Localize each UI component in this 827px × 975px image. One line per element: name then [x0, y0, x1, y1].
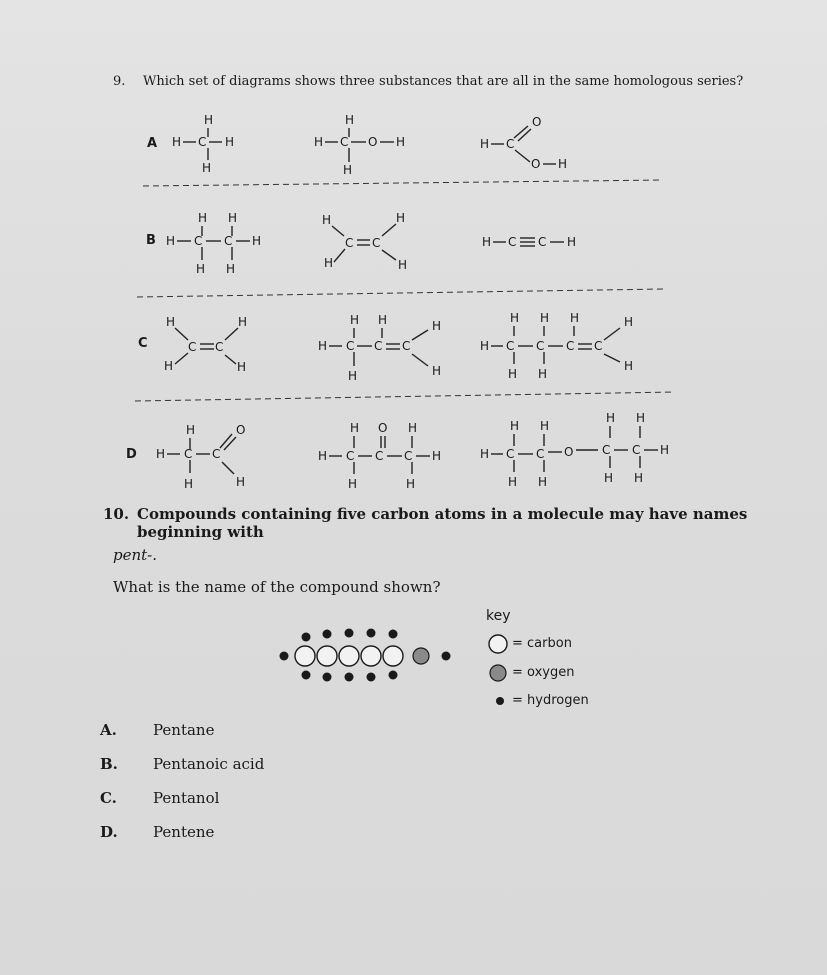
- carbon-symbol: C: [538, 235, 547, 249]
- hydrogen-symbol: H: [252, 234, 262, 248]
- carbon-symbol: C: [194, 234, 203, 248]
- carbon-symbol: C: [594, 339, 603, 353]
- carbon-symbol: C: [372, 236, 381, 250]
- separator-a-b: [143, 180, 663, 186]
- carbon-symbol: C: [506, 339, 515, 353]
- hydrogen-symbol: H: [198, 211, 208, 225]
- hydrogen-symbol: H: [322, 213, 332, 227]
- carbon-symbol: C: [506, 447, 515, 461]
- ethyne-structure: [482, 235, 576, 249]
- hydrogen-symbol: H: [318, 339, 328, 353]
- carbon-symbol: C: [602, 443, 611, 457]
- option-c-text[interactable]: Pentanol: [153, 789, 220, 807]
- hydrogen-symbol: H: [482, 235, 492, 249]
- ethene-structure-b: [322, 211, 407, 272]
- hydrogen-symbol: H: [345, 113, 355, 127]
- hydrogen-symbol: H: [226, 262, 236, 276]
- hydrogen-symbol: H: [634, 471, 644, 485]
- pent-prefix: pent-.: [113, 546, 158, 564]
- carbon-symbol: C: [184, 447, 193, 461]
- carbon-symbol: C: [508, 235, 517, 249]
- hydrogen-symbol: H: [196, 262, 206, 276]
- carbon-symbol: C: [215, 340, 224, 354]
- hydrogen-symbol: H: [350, 421, 360, 435]
- row-label-c: C: [138, 336, 148, 351]
- ethane-structure: [166, 211, 261, 276]
- question-9-text: Which set of diagrams shows three substances that are all in the same homologous series?: [143, 74, 744, 89]
- oxygen-symbol: O: [378, 421, 388, 435]
- hydrogen-atom: [323, 630, 332, 639]
- option-d-letter: D.: [100, 823, 118, 841]
- methane-structure: [172, 113, 234, 175]
- row-label-d: D: [126, 447, 137, 462]
- hydrogen-symbol: H: [398, 258, 408, 272]
- hydrogen-symbol: H: [660, 443, 670, 457]
- separator-b-c: [137, 289, 665, 297]
- hydrogen-symbol: H: [396, 135, 406, 149]
- oxygen-atom: [413, 648, 429, 664]
- hydrogen-symbol: H: [236, 475, 246, 489]
- hydrogen-symbol: H: [567, 235, 577, 249]
- carbon-atom: [383, 646, 403, 666]
- hydrogen-symbol: H: [408, 421, 418, 435]
- question-9-number: 9.: [113, 74, 126, 89]
- hydrogen-symbol: H: [184, 477, 194, 491]
- hydrogen-symbol: H: [538, 367, 548, 381]
- oxygen-symbol: O: [532, 115, 542, 129]
- hydrogen-symbol: H: [540, 419, 550, 433]
- hydrogen-symbol: H: [432, 319, 442, 333]
- oxygen-symbol: O: [368, 135, 378, 149]
- hydrogen-symbol: H: [228, 211, 238, 225]
- hydrogen-symbol: H: [540, 311, 550, 325]
- hydrogen-symbol: H: [480, 137, 490, 151]
- separator-c-d: [135, 392, 675, 401]
- hydrogen-symbol: H: [624, 359, 634, 373]
- propanone-structure: [318, 421, 441, 491]
- hydrogen-symbol: H: [378, 313, 388, 327]
- hydrogen-symbol: H: [172, 135, 182, 149]
- hydrogen-symbol: H: [156, 447, 166, 461]
- option-c-letter: C.: [100, 789, 117, 807]
- ethene-structure-c: [164, 315, 247, 374]
- option-a-text[interactable]: Pentane: [153, 721, 215, 739]
- hydrogen-symbol: H: [432, 449, 442, 463]
- carbon-symbol: C: [536, 339, 545, 353]
- question-10-text: Compounds containing five carbon atoms in a molecule may have names beginning with: [137, 505, 748, 541]
- carbon-atom: [295, 646, 315, 666]
- hydrogen-symbol: H: [508, 367, 518, 381]
- carbon-symbol: C: [198, 135, 207, 149]
- hydrogen-atom: [302, 671, 311, 680]
- propene-structure: [318, 313, 441, 383]
- hydrogen-symbol: H: [636, 411, 646, 425]
- hydrogen-symbol: H: [225, 135, 235, 149]
- ethanal-structure: [156, 423, 245, 491]
- carbon-atom: [361, 646, 381, 666]
- carbon-symbol: C: [346, 339, 355, 353]
- hydrogen-symbol: H: [508, 475, 518, 489]
- hydrogen-symbol: H: [606, 411, 616, 425]
- row-label-a: A: [147, 136, 158, 151]
- hydrogen-atom: [367, 629, 376, 638]
- hydrogen-symbol: H: [164, 359, 174, 373]
- option-a-letter: A.: [100, 721, 117, 739]
- methanol-structure: [314, 113, 405, 177]
- hydrogen-symbol: H: [510, 311, 520, 325]
- hydrogen-symbol: H: [624, 315, 634, 329]
- hydrogen-symbol: H: [480, 447, 490, 461]
- carbon-symbol: C: [224, 234, 233, 248]
- hydrogen-symbol: H: [348, 369, 358, 383]
- hydrogen-symbol: H: [538, 475, 548, 489]
- methanoic-acid-structure: [480, 115, 567, 171]
- key-carbon-label: = carbon: [512, 636, 572, 651]
- hydrogen-atom: [323, 673, 332, 682]
- ethoxyethane-structure: [480, 411, 669, 489]
- carbon-symbol: C: [402, 339, 411, 353]
- oxygen-key-symbol: [490, 665, 506, 681]
- hydrogen-symbol: H: [350, 313, 360, 327]
- carbon-symbol: C: [346, 449, 355, 463]
- hydrogen-symbol: H: [558, 157, 568, 171]
- hydrogen-symbol: H: [237, 360, 247, 374]
- hydrogen-symbol: H: [318, 449, 328, 463]
- butene-structure: [480, 311, 633, 381]
- carbon-symbol: C: [374, 339, 383, 353]
- question-10-prompt: What is the name of the compound shown?: [113, 578, 441, 596]
- carbon-symbol: C: [506, 137, 515, 151]
- hydrogen-key-symbol: [496, 697, 504, 705]
- carbon-symbol: C: [212, 447, 221, 461]
- option-b-text[interactable]: Pentanoic acid: [153, 755, 265, 773]
- carbon-symbol: C: [632, 443, 641, 457]
- key-title: key: [486, 608, 511, 624]
- hydrogen-atom: [345, 673, 354, 682]
- carbon-symbol: C: [340, 135, 349, 149]
- hydrogen-symbol: H: [343, 163, 353, 177]
- hydrogen-symbol: H: [238, 315, 248, 329]
- hydrogen-symbol: H: [396, 211, 406, 225]
- oxygen-symbol: O: [531, 157, 541, 171]
- option-b-letter: B.: [100, 755, 118, 773]
- carbon-key-symbol: [489, 635, 507, 653]
- hydrogen-symbol: H: [510, 419, 520, 433]
- hydrogen-atom: [345, 629, 354, 638]
- row-label-b: B: [146, 233, 156, 248]
- hydrogen-symbol: H: [166, 234, 176, 248]
- hydrogen-atom: [302, 633, 311, 642]
- carbon-symbol: C: [345, 236, 354, 250]
- hydrogen-symbol: H: [202, 161, 212, 175]
- carbon-symbol: C: [375, 449, 384, 463]
- carbon-atom: [339, 646, 359, 666]
- hydrogen-atom: [389, 671, 398, 680]
- oxygen-symbol: O: [564, 445, 574, 459]
- hydrogen-symbol: H: [324, 256, 334, 270]
- hydrogen-symbol: H: [186, 423, 196, 437]
- oxygen-symbol: O: [236, 423, 246, 437]
- option-d-text[interactable]: Pentene: [153, 823, 215, 841]
- carbon-atom: [317, 646, 337, 666]
- carbon-symbol: C: [188, 340, 197, 354]
- hydrogen-atom: [280, 652, 289, 661]
- question-10-number: 10.: [103, 505, 130, 523]
- key-oxygen-label: = oxygen: [512, 665, 575, 680]
- key-hydrogen-label: = hydrogen: [512, 693, 589, 708]
- hydrogen-atom: [442, 652, 451, 661]
- hydrogen-atom: [367, 673, 376, 682]
- hydrogen-symbol: H: [348, 477, 358, 491]
- carbon-symbol: C: [404, 449, 413, 463]
- hydrogen-symbol: H: [480, 339, 490, 353]
- hydrogen-symbol: H: [406, 477, 416, 491]
- carbon-symbol: C: [536, 447, 545, 461]
- carbon-symbol: C: [566, 339, 575, 353]
- hydrogen-symbol: H: [204, 113, 214, 127]
- hydrogen-symbol: H: [604, 471, 614, 485]
- hydrogen-symbol: H: [432, 364, 442, 378]
- hydrogen-symbol: H: [166, 315, 176, 329]
- hydrogen-symbol: H: [314, 135, 324, 149]
- hydrogen-atom: [389, 630, 398, 639]
- hydrogen-symbol: H: [570, 311, 580, 325]
